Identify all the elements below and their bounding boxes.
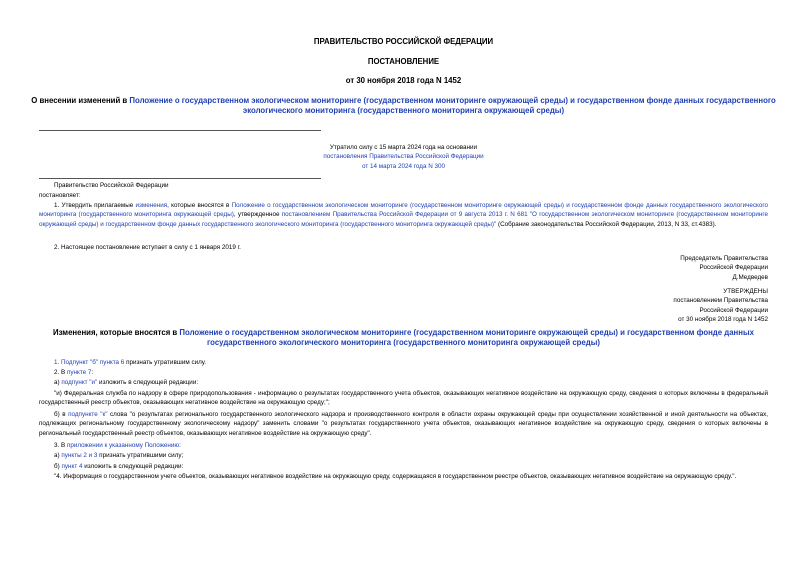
intro-decree: постановляет: <box>39 192 81 199</box>
change-3-text: : <box>179 442 181 449</box>
change-2b-text: слова "о результатах регионального государственного экологического надзора и производственного контроля в области охраны окружающей среды при осуществлении хозяйственной и иной деятельности на объектах, подлежащих региональному государственному экологическому надзору" заменить словами "о результатах государственного учета объектов, оказывающих негативное воздействие на окружающую среду, сведения о которых включены в региональный государственный реестр объектов, оказывающих негативное воздействие на окружающую среду". <box>39 411 768 437</box>
change-3a <box>54 451 183 460</box>
clauses-2-3-link[interactable]: пункты 2 и 3 <box>61 452 98 459</box>
approval-decree: постановлением Правительства <box>673 297 768 305</box>
change-3 <box>54 441 181 450</box>
change-1 <box>54 358 206 367</box>
approval-block <box>568 287 768 325</box>
approval-date-number: от 30 ноября 2018 года N 1452 <box>678 316 768 324</box>
intro-government: Правительство Российской Федерации <box>54 182 169 189</box>
change-3b-text: б) <box>54 463 62 470</box>
paragraph-1-text: , утвержденное <box>233 211 282 219</box>
changes-title-prefix: Изменения, которые вносятся в <box>53 328 180 337</box>
changes-title-link[interactable]: Положение о государственном экологическом мониторинге (государственном мониторинге окружающей среды) и государственном фонде данных государственного экологического мониторинга (государственного мониторинга окружающей среды) <box>179 328 754 348</box>
change-3a-text: а) <box>54 452 62 459</box>
status-note-link-date[interactable]: от 14 марта 2024 года N 300 <box>361 162 446 170</box>
approval-label: УТВЕРЖДЕНЫ <box>723 288 768 295</box>
change-2-text: : <box>91 369 94 376</box>
status-note <box>250 143 557 171</box>
change-2a <box>54 378 198 387</box>
status-note-line: Утратило силу с 15 марта 2024 года на основании <box>329 144 478 151</box>
document-title-link[interactable]: Положение о государственном экологическом мониторинге (государственном мониторинге окружающей среды) и государственном фонде данных государственного экологического мониторинга (государственного мониторинга окружающей среды) <box>129 96 776 116</box>
change-3a-text: признать утратившими силу; <box>97 452 184 459</box>
clause-4-link[interactable]: пункт 4 <box>61 463 83 470</box>
subclause-k-link[interactable]: подпункте "к" <box>68 411 108 418</box>
subclause-i-link[interactable]: подпункт "и" <box>61 379 98 386</box>
paragraph-1-text: (Собрание законодательства Российской Федерации, 2013, N 33, ст.4383). <box>496 220 717 228</box>
signature-position: Председатель Правительства <box>680 255 768 262</box>
subclause-b-clause-6-link[interactable]: 1. Подпункт "б" пункта 6 <box>54 359 125 366</box>
changes-title <box>30 328 777 349</box>
document-title <box>30 96 777 117</box>
change-2a-text: а) <box>54 379 62 386</box>
clause-7-link[interactable]: пункте 7 <box>66 369 92 376</box>
change-3b-quote: "4. Информация о государственном учете объектов, оказывающих негативное воздействие на окружающую среду, содержащаяся в государственном реестре объектов, оказывающих негативное воздействие на окружающую среду.". <box>54 473 737 480</box>
document-date-number: от 30 ноября 2018 года N 1452 <box>345 76 462 85</box>
change-2b-text: б) в <box>54 411 69 418</box>
document-title-prefix: О внесении изменений в <box>31 96 130 105</box>
government-name: ПРАВИТЕЛЬСТВО РОССИЙСКОЙ ФЕДЕРАЦИИ <box>313 37 494 46</box>
appendix-link[interactable]: приложении к указанному Положению <box>66 442 180 449</box>
change-1-text: признать утратившим силу. <box>124 359 207 366</box>
regulation-link[interactable]: Положение о государственном экологическом мониторинге (государственном мониторинге окружающей среды) и государственном фонде данных государственного экологического мониторинга (государственного мониторинга окружающей среды) <box>39 202 768 219</box>
paragraph-1-text: 1. Утвердить прилагаемые <box>54 202 136 209</box>
change-2b <box>39 410 768 438</box>
change-2 <box>54 368 93 377</box>
signature-name: Д.Медведев <box>732 273 768 281</box>
paragraph-1-text: , которые вносятся в <box>167 202 232 209</box>
changes-link[interactable]: изменения <box>135 202 168 209</box>
paragraph-1 <box>39 201 768 229</box>
signature-block <box>568 254 768 282</box>
change-2-text: 2. В <box>54 369 67 376</box>
separator-top <box>39 130 321 131</box>
change-3b <box>54 462 183 471</box>
change-3b-text: изложить в следующей редакции: <box>82 463 184 470</box>
paragraph-2: 2. Настоящее постановление вступает в силу с 1 января 2019 г. <box>54 244 241 251</box>
status-note-link[interactable]: постановления Правительства Российской Федерации <box>323 153 484 161</box>
change-2a-quote: "и) Федеральная служба по надзору в сфере природопользования - информацию о результатах государственного учета объектов, оказывающих негативное воздействие на окружающую среду, сведения о которых включены в федеральный государственный реестр объектов, оказывающих негативное воздействие на окружающую среду;"; <box>39 390 768 407</box>
change-2a-text: изложить в следующей редакции: <box>97 379 199 386</box>
change-3-text: 3. В <box>54 442 67 449</box>
approval-country: Российской Федерации <box>699 306 768 314</box>
signature-country: Российской Федерации <box>699 264 768 272</box>
separator-bottom <box>39 178 321 179</box>
document-type: ПОСТАНОВЛЕНИЕ <box>367 57 440 66</box>
decree-681-link[interactable]: постановлением Правительства Российской Федерации от 9 августа 2013 г. N 681 "О государственном экологическом мониторинге (государственном мониторинге окружающей среды) и государственном фонде данных государственного экологического мониторинга (государственного мониторинга окружающей среды)" <box>39 211 768 228</box>
